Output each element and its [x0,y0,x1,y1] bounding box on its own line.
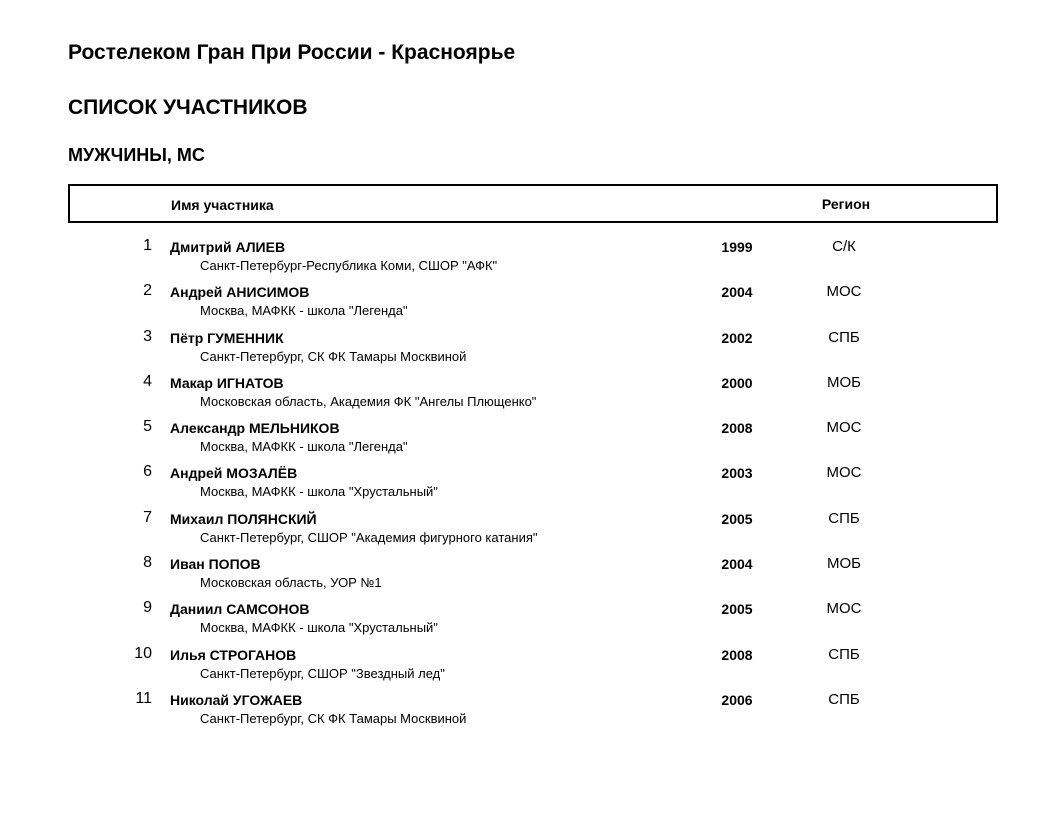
participant-name: Макар ИГНАТОВ [170,374,284,391]
document-title: Ростелеком Гран При России - Красноярье [68,41,516,64]
row-number: 2 [143,282,152,300]
participant-name: Дмитрий АЛИЕВ [170,239,286,255]
table-row [0,416,1060,461]
participant-name: Даниил САМСОНОВ [170,601,310,618]
participant-region: СПБ [828,690,860,708]
table-row [0,280,1060,325]
participant-region: МОС [826,283,862,301]
participant-name: Иван ПОПОВ [170,556,261,573]
participant-club: Москва, МАФКК - школа "Хрустальный" [200,484,438,500]
document-subtitle: СПИСОК УЧАСТНИКОВ [68,96,308,119]
participant-name: Николай УГОЖАЕВ [170,691,303,708]
participant-region: МОБ [826,555,861,573]
participant-club: Москва, МАФКК - школа "Легенда" [200,303,408,319]
table-row [0,326,1060,371]
participant-name: Андрей МОЗАЛЁВ [170,465,298,482]
row-number: 3 [143,327,152,345]
birth-year: 1999 [721,239,753,255]
row-number: 5 [143,418,152,436]
birth-year: 2004 [721,556,753,573]
row-number: 9 [143,599,152,617]
birth-year: 2003 [721,465,753,482]
participant-club: Санкт-Петербург, СШОР "Академия фигурного катания" [200,529,538,545]
row-number: 10 [134,644,152,662]
table-row [0,552,1060,597]
participant-region: СПБ [828,328,860,346]
participant-club: Санкт-Петербург, СК ФК Тамары Москвиной [200,348,467,364]
table-row [0,235,1060,280]
participant-club: Москва, МАФКК - школа "Легенда" [200,439,408,455]
birth-year: 2002 [721,329,753,346]
row-number: 11 [135,689,152,707]
birth-year: 2006 [721,691,753,708]
participant-club: Санкт-Петербург, СК ФК Тамары Москвиной [200,710,467,726]
participant-club: Московская область, УОР №1 [200,575,382,591]
participant-region: СПБ [828,645,860,663]
participant-list [0,235,1060,733]
participant-club: Санкт-Петербург-Республика Коми, СШОР "АФК" [200,258,498,273]
table-row [0,371,1060,416]
table-row [0,688,1060,733]
participant-name: Александр МЕЛЬНИКОВ [170,420,340,437]
birth-year: 2005 [721,510,753,527]
category-heading: МУЖЧИНЫ, МС [68,145,205,165]
birth-year: 2008 [721,646,753,663]
birth-year: 2008 [721,420,753,437]
participant-name: Пётр ГУМЕННИК [170,329,284,346]
birth-year: 2004 [721,284,753,301]
participant-region: МОБ [826,373,861,391]
participant-name: Андрей АНИСИМОВ [170,284,310,301]
table-row [0,507,1060,552]
birth-year: 2005 [721,601,753,618]
header-region: Регион [821,196,871,212]
table-row [0,461,1060,506]
participant-club: Москва, МАФКК - школа "Хрустальный" [200,620,438,636]
participant-club: Московская область, Академия ФК "Ангелы Плющенко" [200,393,537,409]
row-number: 7 [143,508,152,526]
row-number: 6 [143,463,152,481]
participant-region: МОС [826,419,862,437]
header-name: Имя участника [171,197,274,213]
participant-name: Михаил ПОЛЯНСКИЙ [170,510,317,527]
participant-region: МОС [826,600,862,618]
participant-region: СПБ [828,509,860,527]
participant-region: МОС [826,464,862,482]
participant-club: Санкт-Петербург, СШОР "Звездный лед" [200,665,445,681]
table-row [0,643,1060,688]
birth-year: 2000 [721,374,753,391]
participant-region: С/К [832,238,856,255]
table-header [68,184,998,223]
participant-name: Илья СТРОГАНОВ [170,646,297,663]
table-row [0,597,1060,642]
row-number: 4 [143,372,152,390]
row-number: 1 [143,237,152,254]
row-number: 8 [143,554,152,572]
